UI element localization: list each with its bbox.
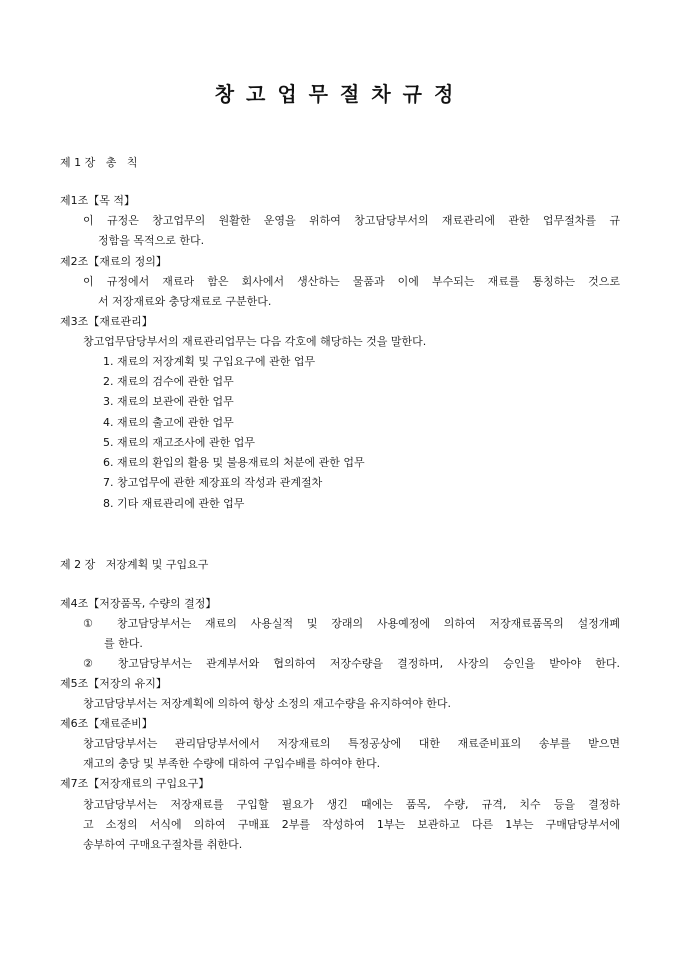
article-3-item: 4. 재료의 출고에 관한 업무 <box>103 416 234 429</box>
article-1-heading: 제1조【목 적】 <box>60 194 135 207</box>
chapter-2-heading: 제 2 장 저장계획 및 구입요구 <box>60 558 209 571</box>
article-3-item: 1. 재료의 저장계획 및 구입요구에 관한 업무 <box>103 355 316 368</box>
article-4-clause-1-line-1: ① 창고담당부서는 재료의 사용실적 및 장래의 사용예정에 의하여 저장재료품목의 설정개폐 <box>83 617 620 630</box>
article-7-heading: 제7조【저장재료의 구입요구】 <box>60 777 210 790</box>
article-2-heading: 제2조【재료의 정의】 <box>60 255 167 268</box>
article-1-line-1: 이 규정은 창고업무의 원활한 운영을 위하여 창고담당부서의 재료관리에 관한 업무절차를 규 <box>83 214 620 227</box>
article-2-line-2: 서 저장재료와 충당재료로 구분한다. <box>98 295 272 308</box>
article-3-item: 8. 기타 재료관리에 관한 업무 <box>103 497 245 510</box>
article-6-heading: 제6조【재료준비】 <box>60 717 153 730</box>
article-6-line-2: 재고의 충당 및 부족한 수량에 대하여 구입수배를 하여야 한다. <box>83 757 381 770</box>
article-3-item: 2. 재료의 검수에 관한 업무 <box>103 375 234 388</box>
article-7-line-1: 창고담당부서는 저장재료를 구입할 필요가 생긴 때에는 품목, 수량, 규격, 치수 등을 결정하 <box>83 798 620 811</box>
article-7-line-2: 고 소정의 서식에 의하여 구매표 2부를 작성하여 1부는 보관하고 다른 1부는 구매담당부서에 <box>83 818 620 831</box>
article-3-line-1: 창고업무담당부서의 재료관리업무는 다음 각호에 해당하는 것을 말한다. <box>83 335 427 348</box>
article-4-heading: 제4조【저장품목, 수량의 결정】 <box>60 597 217 610</box>
article-3-heading: 제3조【재료관리】 <box>60 315 153 328</box>
article-6-line-1: 창고담당부서는 관리담당부서에서 저장재료의 특정공상에 대한 재료준비표의 송부를 받으면 <box>83 737 620 750</box>
article-3-item: 5. 재료의 재고조사에 관한 업무 <box>103 436 255 449</box>
article-4-clause-2: ② 창고담당부서는 관계부서와 협의하여 저장수량을 결정하며, 사장의 승인을 받아야 한다. <box>83 657 620 670</box>
article-1-line-2: 정함을 목적으로 한다. <box>98 234 205 247</box>
article-7-line-3: 송부하여 구매요구절차를 취한다. <box>83 838 243 851</box>
article-5-heading: 제5조【저장의 유지】 <box>60 677 167 690</box>
article-4-clause-1-line-2: 를 한다. <box>104 637 143 650</box>
article-2-line-1: 이 규정에서 재료라 함은 회사에서 생산하는 물품과 이에 부수되는 재료를 통칭하는 것으로 <box>83 275 620 288</box>
document-title: 창고업무절차규정 <box>214 82 466 106</box>
chapter-1-heading: 제 1 장 총 칙 <box>60 156 138 169</box>
article-3-item: 3. 재료의 보관에 관한 업무 <box>103 395 234 408</box>
article-5-line-1: 창고담당부서는 저장계획에 의하여 항상 소정의 재고수량을 유지하여야 한다. <box>83 697 452 710</box>
article-3-item: 6. 재료의 환입의 활용 및 불용재료의 처분에 관한 업무 <box>103 456 365 469</box>
article-3-item: 7. 창고업무에 관한 제장표의 작성과 관계절차 <box>103 476 323 489</box>
